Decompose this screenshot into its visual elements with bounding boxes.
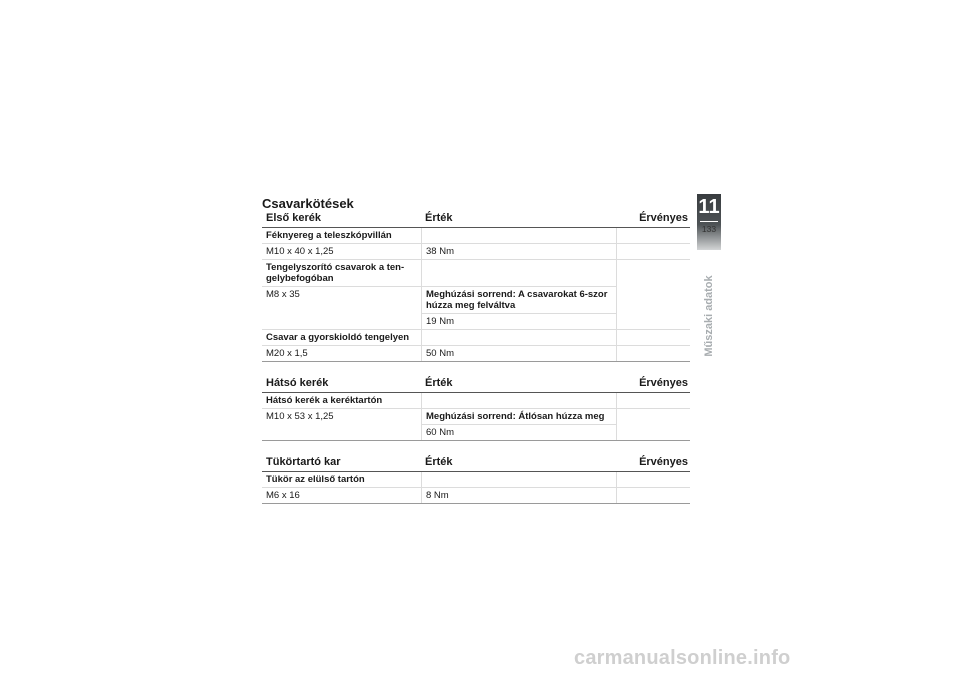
table-cell-empty [616, 244, 690, 260]
page-title: Csavarkötések [262, 196, 354, 211]
section-body-mirror-arm [262, 472, 690, 504]
header-value: Érték [425, 456, 453, 468]
chapter-number: 11 [698, 196, 720, 218]
table-cell-empty [616, 228, 690, 244]
table-cell-empty [616, 346, 690, 361]
table-row-spec: M10 x 53 x 1,25 [266, 411, 334, 422]
table-cell-empty [616, 260, 690, 330]
section-header-mirror-arm [262, 441, 690, 472]
chapter-divider [700, 221, 718, 222]
table-cell-empty [421, 260, 616, 287]
table-row-group-name: Féknyereg a teleszkópvillán [262, 228, 421, 244]
table-cell-empty [616, 488, 690, 503]
table-row-spec: M6 x 16 [266, 490, 300, 501]
table-row-value: 19 Nm [421, 314, 616, 330]
header-value: Érték [425, 377, 453, 389]
table-row-value: 8 Nm [421, 488, 616, 503]
table-cell-empty [421, 472, 616, 488]
header-component: Első kerék [266, 212, 322, 224]
table-cell-empty [616, 330, 690, 346]
chapter-tab [697, 194, 721, 250]
section-body-front-wheel [262, 228, 690, 362]
header-valid: Érvényes [639, 377, 688, 389]
header-component: Tükörtartó kar [266, 456, 341, 468]
table-row-group-name: Tengelyszorító csavarok a ten-gelybefogóban [262, 260, 421, 287]
page-number: 133 [701, 224, 717, 234]
table-row-spec: M10 x 40 x 1,25 [262, 244, 421, 260]
table-cell-empty [616, 472, 690, 488]
table-row-value: 38 Nm [421, 244, 616, 260]
table-cell-empty [421, 330, 616, 346]
table-row-note: Meghúzási sorrend: A csavarokat 6-szor húzza meg felváltva [421, 287, 616, 314]
header-value: Érték [425, 212, 453, 224]
table-row-spec: M20 x 1,5 [266, 348, 308, 359]
header-valid: Érvényes [639, 212, 688, 224]
section-header-front-wheel [262, 208, 690, 228]
torque-tables [262, 208, 690, 504]
table-row-group-name: Csavar a gyorskioldó tengelyen [262, 330, 421, 346]
table-cell-empty [616, 393, 690, 409]
table-cell-empty [421, 228, 616, 244]
header-component: Hátsó kerék [266, 377, 329, 389]
section-body-rear-wheel [262, 393, 690, 441]
section-header-rear-wheel [262, 362, 690, 393]
header-valid: Érvényes [639, 456, 688, 468]
table-cell-empty [616, 409, 690, 440]
table-row-note: Meghúzási sorrend: Átlósan húzza meg [421, 409, 616, 425]
table-cell-empty [421, 393, 616, 409]
table-row-value: 60 Nm [421, 425, 616, 440]
table-row-spec: M8 x 35 [262, 287, 421, 330]
table-row-group-name: Hátsó kerék a keréktartón [262, 393, 421, 409]
table-row-value: 50 Nm [421, 346, 616, 361]
table-row-group-name: Tükör az elülső tartón [262, 472, 421, 488]
chapter-side-label: Műszaki adatok [703, 275, 715, 357]
watermark: carmanualsonline.info [574, 647, 791, 669]
